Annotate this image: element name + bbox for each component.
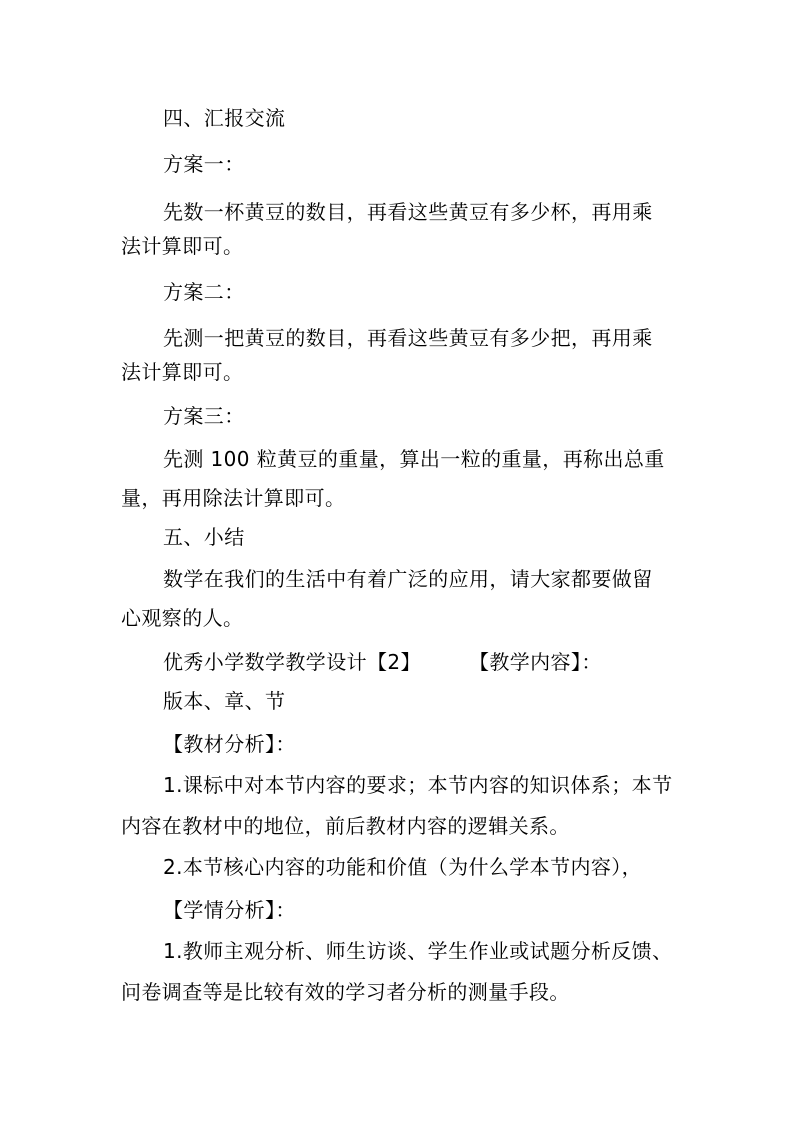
material-analysis-heading: 【教材分析】： — [163, 732, 296, 756]
plan-one-text-line-2: 法计算即可。 — [121, 234, 244, 258]
learner-analysis-point-1-line-1: 1.教师主观分析、师生访谈、学生作业或试题分析反馈、 — [163, 939, 673, 963]
material-analysis-point-2: 2.本节核心内容的功能和价值（为什么学本节内容）， — [163, 855, 643, 879]
plan-one-text-line-1: 先数一杯黄豆的数目，再看这些黄豆有多少杯，再用乘 — [163, 200, 653, 224]
summary-text-line-1: 数学在我们的生活中有着广泛的应用，请大家都要做留 — [163, 567, 653, 591]
plan-three-text-line-1: 先测 100 粒黄豆的重量，算出一粒的重量，再称出总重 — [163, 447, 665, 471]
learner-analysis-heading: 【学情分析】： — [163, 898, 296, 922]
plan-three-text-line-2: 量，再用除法计算即可。 — [121, 486, 346, 510]
summary-text-line-2: 心观察的人。 — [121, 606, 244, 630]
design-title-line — [163, 650, 602, 674]
plan-two-text-line-1: 先测一把黄豆的数目，再看这些黄豆有多少把，再用乘 — [163, 326, 653, 350]
material-analysis-point-1-line-2: 内容在教材中的地位，前后教材内容的逻辑关系。 — [121, 814, 570, 838]
section-heading-report: 四、汇报交流 — [163, 106, 286, 130]
plan-two-text-line-2: 法计算即可。 — [121, 360, 244, 384]
section-heading-summary: 五、小结 — [163, 525, 245, 549]
learner-analysis-point-1-line-2: 问卷调查等是比较有效的学习者分析的测量手段。 — [121, 980, 570, 1004]
teaching-content-heading: 【教学内容】： — [468, 650, 602, 674]
version-chapter-section: 版本、章、节 — [163, 689, 286, 713]
plan-one-heading: 方案一： — [163, 152, 245, 176]
design-title: 优秀小学数学教学设计【2】 — [163, 650, 421, 674]
plan-three-heading: 方案三： — [163, 404, 245, 428]
material-analysis-point-1-line-1: 1.课标中对本节内容的要求；本节内容的知识体系；本节 — [163, 773, 673, 797]
plan-two-heading: 方案二： — [163, 280, 245, 304]
